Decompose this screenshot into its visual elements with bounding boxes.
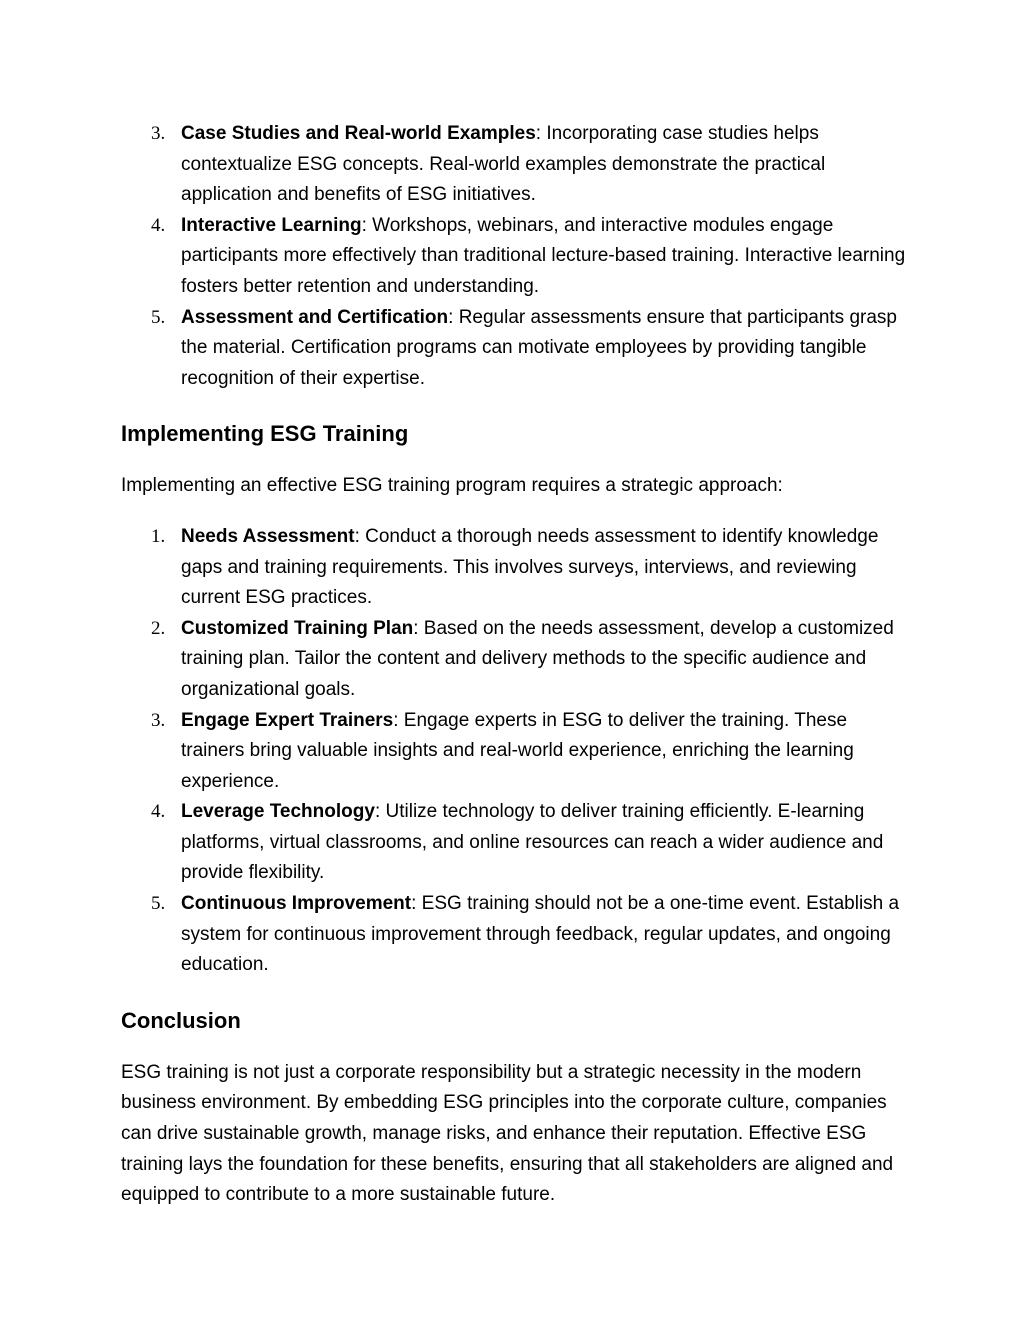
document-page [121, 119, 911, 1211]
list-item [121, 706, 911, 798]
section-heading-implementing: Implementing ESG Training [121, 421, 409, 447]
list-number: 4. [151, 214, 166, 236]
list-number: 5. [151, 306, 166, 328]
list-number: 2. [151, 617, 166, 639]
list-item [121, 211, 911, 303]
list-item-term: Case Studies and Real-world Examples [181, 123, 536, 144]
list-number: 5. [151, 893, 166, 915]
list-item-text: : Utilize technology to deliver training efficiently. E-learning platforms, virtual classrooms, and online resources can reach a wider audience and provide flexibility. [181, 801, 884, 884]
conclusion-paragraph: ESG training is not just a corporate responsibility but a strategic necessity in the modern business environment. By embedding ESG principles into the corporate culture, companies can drive sustainable growth, manage risks, and enhance their reputation. Effective ESG training lays the foundation for these benefits, ensuring that all stakeholders are aligned and equipped to contribute to a more sustainable future. [121, 1061, 894, 1206]
list-item [121, 797, 911, 889]
list-item-text: : Incorporating case studies helps contextualize ESG concepts. Real-world examples demonstrate the practical application and benefits of ESG initiatives. [181, 123, 826, 206]
list-item [121, 614, 911, 706]
implementation-steps-list [121, 522, 911, 981]
list-item-term: Needs Assessment [181, 525, 355, 547]
list-number: 3. [151, 123, 166, 144]
list-item-term: Leverage Technology [181, 801, 375, 823]
list-item-text: : Engage experts in ESG to deliver the training. These trainers bring valuable insights and real-world experience, enriching the learning experience. [181, 709, 854, 792]
list-item-text: : Based on the needs assessment, develop a customized training plan. Tailor the content and delivery methods to the specific audience and organizational goals. [181, 617, 894, 700]
list-item-term: Continuous Improvement [181, 893, 412, 915]
list-number: 3. [151, 709, 166, 731]
list-item-term: Interactive Learning [181, 214, 362, 236]
list-item-term: Engage Expert Trainers [181, 709, 394, 731]
section-heading-conclusion: Conclusion [121, 1007, 241, 1033]
list-number: 4. [151, 801, 166, 823]
list-number: 1. [151, 525, 166, 547]
list-item-term: Assessment and Certification [181, 306, 449, 328]
list-item [121, 522, 911, 614]
list-item-text: : Regular assessments ensure that participants grasp the material. Certification programs can motivate employees by providing tangible recognition of their expertise. [181, 306, 897, 389]
list-item-text: : Workshops, webinars, and interactive modules engage participants more effectively than traditional lecture-based training. Interactive learning fosters better retention and understanding. [181, 214, 906, 297]
implementing-intro: Implementing an effective ESG training program requires a strategic approach: [121, 475, 783, 497]
training-components-list [121, 119, 911, 394]
list-item [121, 889, 911, 981]
list-item [121, 119, 911, 211]
list-item [121, 303, 911, 395]
list-item-term: Customized Training Plan [181, 617, 414, 639]
list-item-text: : ESG training should not be a one-time event. Establish a system for continuous improvement through feedback, regular updates, and ongoing education. [181, 893, 900, 976]
list-item-text: : Conduct a thorough needs assessment to identify knowledge gaps and training requirements. This involves surveys, interviews, and reviewing current ESG practices. [181, 525, 879, 609]
